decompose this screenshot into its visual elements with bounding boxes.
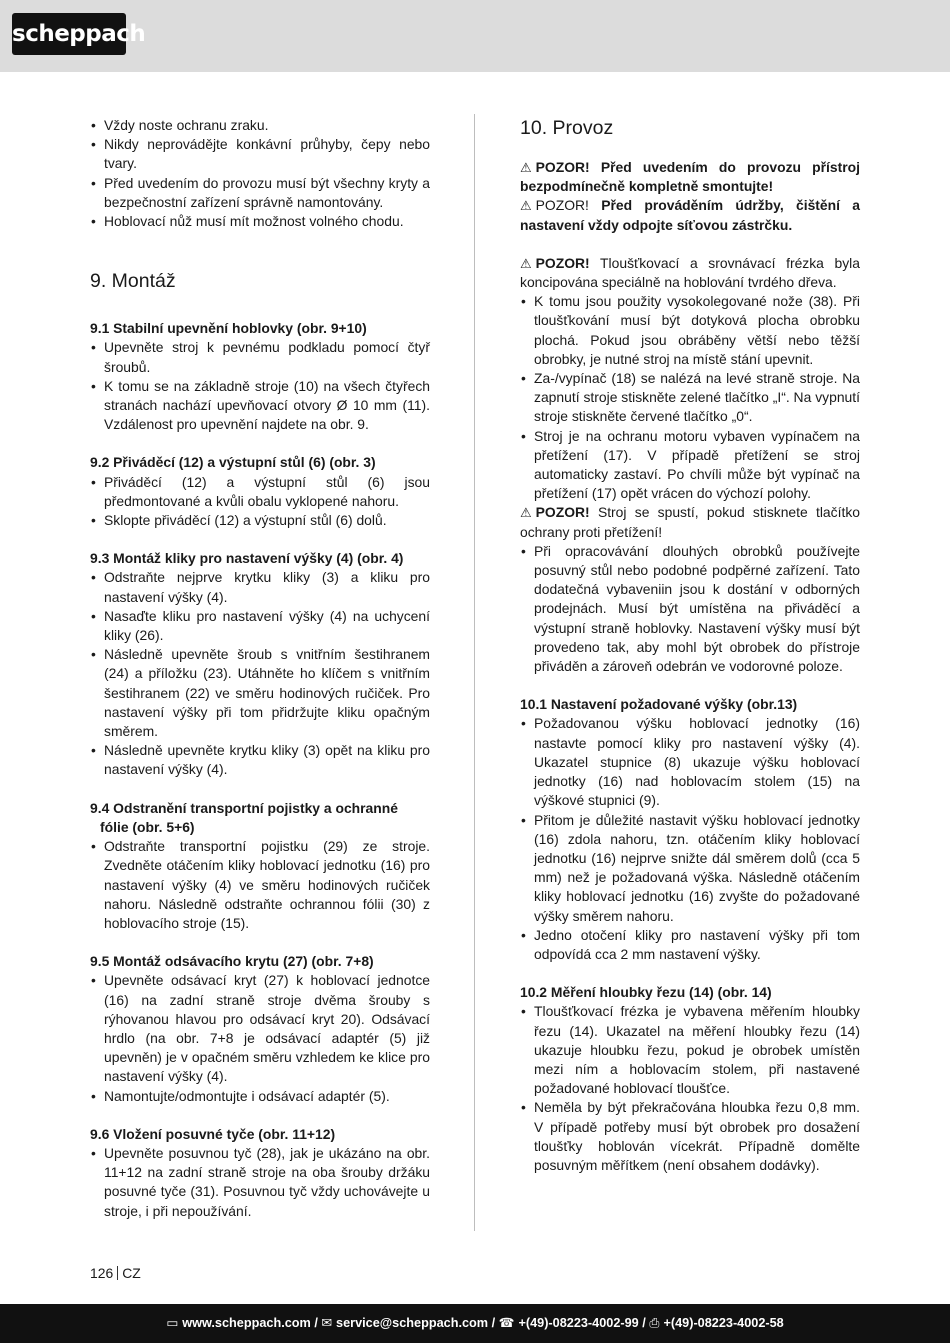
list-item: • Nikdy neprovádějte konkávní průhyby, čepy nebo tvary.	[90, 135, 430, 173]
list-item: • Za-/vypínač (18) se nalézá na levé straně stroje. Na zapnutí stroje stiskněte zelené tlačítko „I“. Na vypnutí stroje stiskněte červené tlačítko „0“.	[520, 369, 860, 427]
header-band	[0, 0, 950, 72]
subsection-title-10-2: 10.2 Měření hloubky řezu (14) (obr. 14)	[520, 984, 772, 1001]
list-item: • Nasaďte kliku pro nastavení výšky (4) na uchycení kliky (26).	[90, 607, 430, 645]
subsection-title-9-5: 9.5 Montáž odsávacího krytu (27) (obr. 7+8)	[90, 953, 374, 970]
footer-phone: +(49)-08223-4002-99 /	[518, 1316, 646, 1330]
subsection-title-9-1: 9.1 Stabilní upevnění hoblovky (obr. 9+10)	[90, 320, 367, 337]
warning-triangle-icon: ⚠	[520, 505, 532, 521]
subsection-list-9-6	[90, 1144, 430, 1221]
page-number: 126	[90, 1265, 114, 1281]
list-item: • Odstraňte nejprve krytku kliky (3) a kliku pro nastavení výšky (4).	[90, 568, 430, 606]
intro-list	[90, 116, 430, 231]
subsection-title-9-2: 9.2 Přiváděcí (12) a výstupní stůl (6) (obr. 3)	[90, 454, 376, 471]
language-code: CZ	[122, 1265, 141, 1281]
list-item: • Upevněte posuvnou tyč (28), jak je ukázáno na obr. 11+12 na zadní straně stroje na oba šrouby držáku posuvné tyče (31). Posuvnou tyč vždy uchovávejte u stroje, i při nepoužívání.	[90, 1144, 430, 1221]
warning-paragraph	[520, 254, 860, 292]
list-item: • Tloušťkovací frézka je vybavena měřením hloubky řezu (14). Ukazatel na měření hloubky řezu (14) ukazuje hloubku řezu, pokud je obrobek umístěn mezi ním a hoblovacím stolem, při nastavené požadované hoblovací tloušťce.	[520, 1002, 860, 1098]
list-item: • Upevněte odsávací kryt (27) k hoblovací jednotce (16) na zadní straně stroje dvěma šrouby s rýhovanou hlavou pro odsávací kryt 20). Odsávací hrdlo (na obr. 7+8 je odsávací adaptér (5) již upevněn) je v opačném směru vzhledem ke klice pro nastavení výšky (4).	[90, 971, 430, 1086]
subsection-list-9-4	[90, 837, 430, 933]
list-item: • Namontujte/odmontujte i odsávací adaptér (5).	[90, 1087, 430, 1106]
warning-label: POZOR!	[535, 197, 589, 214]
list-item: • Přiváděcí (12) a výstupní stůl (6) jsou předmontované a kvůli obalu vyklopené nahoru.	[90, 473, 430, 511]
subsection-title-9-4	[90, 799, 430, 837]
list-item: • Odstraňte transportní pojistku (29) ze stroje. Zvedněte otáčením kliky hoblovací jednotku (16) pro nastavení výšky (4) ve směru hodinových ručiček nahoru. Následně odstraňte ochrannou fólii (30) z hoblovacího stroje (15).	[90, 837, 430, 933]
warning-label: POZOR!	[535, 504, 590, 521]
phone-icon: ☎	[498, 1316, 515, 1330]
subsection-list-9-1	[90, 338, 430, 434]
warning-label: POZOR!	[535, 159, 590, 175]
warning-paragraph	[520, 158, 860, 196]
list-item: • Při opracovávání dlouhých obrobků používejte posuvný stůl nebo podobné podpěrné zařízení. Tato dodatečná vybaveniin jsou k dostání v odborných prodejnách. Musí být umístěna na přiváděcí a výstupní straně hoblovky. Nastavení výšky musí být provedeno tak, aby mohl být obrobek do přístroje přiváděn a zároveň odebrán ve vodorovné poloze.	[520, 542, 860, 676]
warning-text: Před prováděním údržby, čištění a nastavení vždy odpojte síťovou zástrčku.	[520, 197, 861, 233]
page-number-separator	[117, 1266, 118, 1280]
subsection-title-10-1: 10.1 Nastavení požadované výšky (obr.13)	[520, 696, 798, 713]
footer-fax: +(49)-08223-4002-58	[663, 1316, 784, 1330]
warning-text: Tloušťkovací a srovnávací frézka byla koncipována speciálně na hoblování tvrdého dřeva.	[520, 254, 860, 291]
subsection-list-10-2	[520, 1002, 860, 1175]
contact-footer	[0, 1304, 950, 1343]
brand-logo: scheppach	[12, 13, 126, 55]
list-item: • Požadovanou výšku hoblovací jednotky (16) nastavte pomocí kliky pro nastavení výšky (4). Ukazatel stupnice (8) ukazuje výšku hoblovací jednotky (16) nad hoblovacím stolem (15) na výškové stupnici (9).	[520, 714, 860, 810]
list-item: • K tomu jsou použity vysokolegované nože (38). Při tloušťkování musí být dotyková plocha obrobku plochá. Pokud jsou obráběny větší nebo těžší obrobky, je nutné stroj na místě stání upevnit.	[520, 292, 860, 369]
list-item: • Jedno otočení kliky pro nastavení výšky při tom odpovídá cca 2 mm nastavení výšky.	[520, 926, 860, 964]
subsection-list-9-5	[90, 971, 430, 1105]
subsection-title-9-3: 9.3 Montáž kliky pro nastavení výšky (4) (obr. 4)	[90, 550, 404, 567]
subsection-title-line: fólie (obr. 5+6)	[100, 818, 195, 835]
warning-paragraph	[520, 503, 860, 541]
left-column	[90, 116, 430, 1221]
footer-email: service@scheppach.com /	[336, 1316, 496, 1330]
subsection-list-9-3	[90, 568, 430, 779]
warning-triangle-icon: ⚠	[520, 255, 532, 271]
warning-triangle-icon: ⚠	[520, 160, 532, 175]
subsection-list-10-1	[520, 714, 860, 964]
warning-paragraph	[520, 196, 860, 234]
fax-icon: ⎙	[649, 1316, 660, 1330]
list-item: • Upevněte stroj k pevnému podkladu pomocí čtyř šroubů.	[90, 338, 430, 376]
list-item: • Před uvedením do provozu musí být všechny kryty a bezpečnostní zařízení správně namontovány.	[90, 174, 430, 212]
footer-website: www.scheppach.com /	[182, 1316, 318, 1330]
subsection-list-9-2	[90, 473, 430, 531]
warning-text: Před uvedením do provozu přístroj bezpodmínečně kompletně smontujte!	[520, 159, 861, 195]
subsection-title-line: 9.4 Odstranění transportní pojistky a ochranné	[90, 799, 398, 816]
list-item: • Hoblovací nůž musí mít možnost volného chodu.	[90, 212, 430, 231]
section-title-9: 9. Montáž	[90, 270, 176, 293]
operation-list-a	[520, 292, 860, 503]
warning-triangle-icon: ⚠	[520, 198, 532, 214]
list-item: • Vždy noste ochranu zraku.	[90, 116, 430, 135]
list-item: • K tomu se na základně stroje (10) na všech čtyřech stranách nachází upevňovací otvory Ø 10 mm (11). Vzdálenost pro upevnění najdete na obr. 9.	[90, 377, 430, 435]
operation-list-b	[520, 542, 860, 676]
list-item: • Sklopte přiváděcí (12) a výstupní stůl (6) dolů.	[90, 511, 430, 530]
section-title-10: 10. Provoz	[520, 117, 614, 139]
column-divider	[474, 114, 475, 1231]
list-item: • Přitom je důležité nastavit výšku hoblovací jednotky (16) zdola nahoru, tzn. otáčením kliky hoblovací jednotku (16) nejprve snižte dál směrem dolů (cca 5 mm) než je požadovaná výška. Následně otáčením kliky hoblovací jednotku (16) zvyšte do požadované výšky směrem nahoru.	[520, 811, 860, 926]
subsection-title-9-6: 9.6 Vložení posuvné tyče (obr. 11+12)	[90, 1125, 336, 1142]
list-item: • Neměla by být překračována hloubka řezu 0,8 mm. V případě potřeby musí být obrobek pro dosažení tloušťky hoblován vícekrát. Případně domělte posuvným měřítkem (není obsahem dodávky).	[520, 1098, 860, 1175]
list-item: • Následně upevněte šroub s vnitřním šestihranem (24) a příložku (23). Utáhněte ho klíčem s vnitřním šestihranem (22) ve směru hodinových ručiček. Pro nastavení výšky při tom přidržujte kliku opačným směrem.	[90, 645, 430, 741]
page-number-block	[90, 1265, 141, 1281]
warning-label: POZOR!	[535, 254, 590, 271]
warning-text: Stroj se spustí, pokud stisknete tlačítko ochrany proti přetížení!	[520, 504, 860, 540]
computer-icon: ▭	[166, 1316, 179, 1330]
mail-icon: ✉	[321, 1316, 333, 1330]
list-item: • Následně upevněte krytku kliky (3) opět na kliku pro nastavení výšky (4).	[90, 741, 430, 779]
right-column	[520, 116, 860, 1175]
list-item: • Stroj je na ochranu motoru vybaven vypínačem na přetížení (17). V případě přetížení se stroj automaticky zastaví. Po chvíli může být vypínač na přetížení (17) opět vrácen do výchozí polohy.	[520, 427, 860, 504]
